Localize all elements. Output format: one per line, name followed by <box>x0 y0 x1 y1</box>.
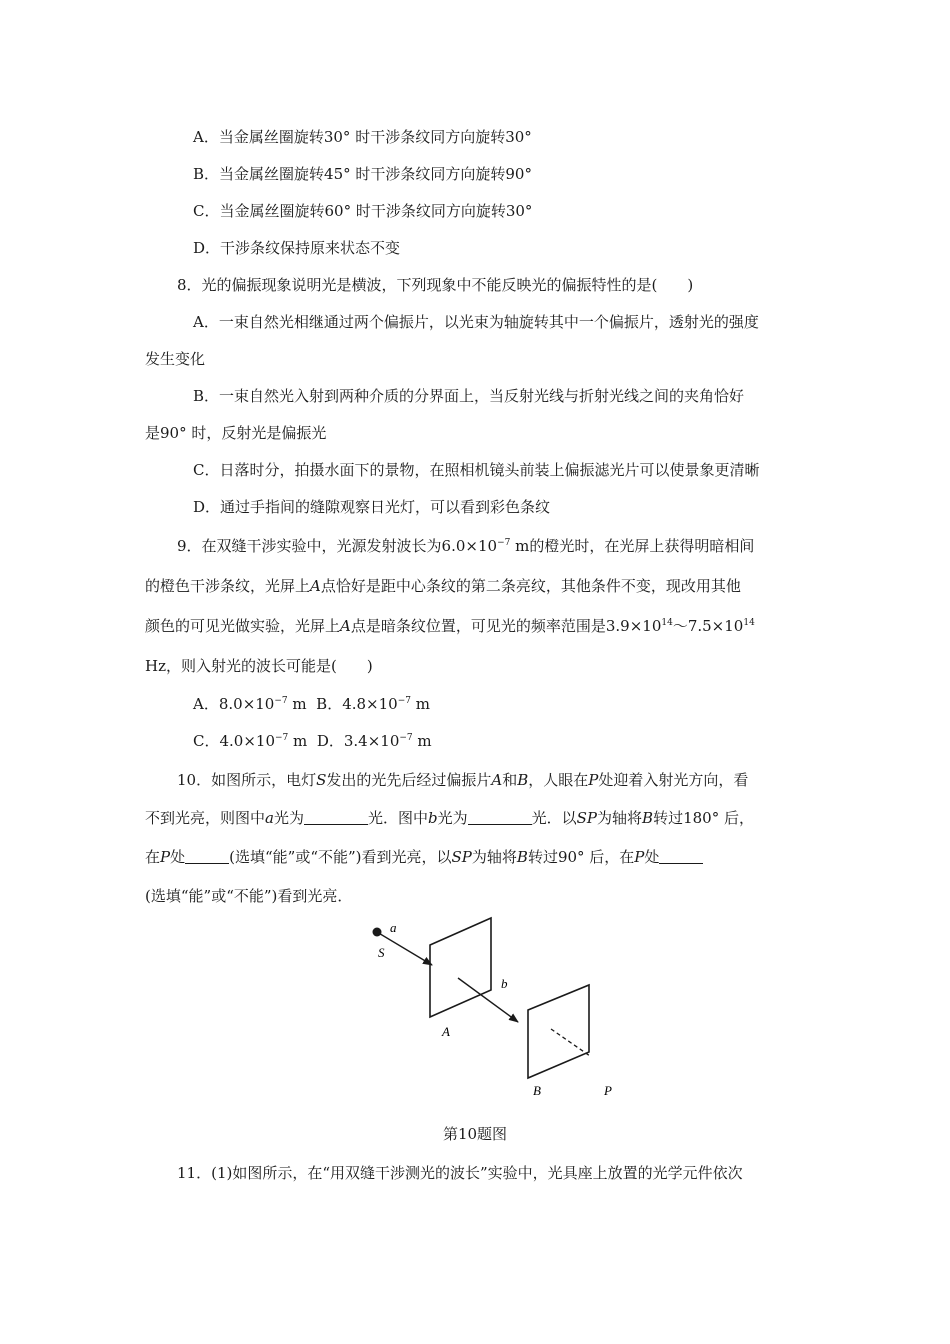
ray-a-arrow <box>377 932 432 965</box>
answer-blank-4[interactable] <box>659 849 703 864</box>
polarizer-b <box>528 985 589 1078</box>
q8-option-a-line2: 发生变化 <box>145 350 206 368</box>
label-polarizer-b: B <box>533 1083 541 1098</box>
label-a: a <box>390 920 397 935</box>
q8-option-b-line1: B．一束自然光入射到两种介质的分界面上，当反射光线与折射光线之间的夹角恰好 <box>193 387 745 405</box>
q9-line2: 的橙色干涉条纹，光屏上A点恰好是距中心条纹的第二条亮纹，其他条件不变，现改用其他 <box>145 577 741 595</box>
q10-line1: 10．如图所示，电灯S发出的光先后经过偏振片A和B，人眼在P处迎着入射光方向，看 <box>177 771 749 789</box>
q7-option-b: B．当金属丝圈旋转45° 时干涉条纹同方向旋转90° <box>193 165 532 183</box>
q8-option-a-line1: A．一束自然光相继通过两个偏振片，以光束为轴旋转其中一个偏振片，透射光的强度 <box>193 313 759 331</box>
dashed-axis <box>551 1029 590 1056</box>
q7-option-c: C．当金属丝圈旋转60° 时干涉条纹同方向旋转30° <box>193 202 533 220</box>
q9-line3: 颜色的可见光做实验，光屏上A点是暗条纹位置，可见光的频率范围是$3.9\times 10^{14}\sim 7.5\times 10^{14}$ <box>145 617 755 635</box>
q8-option-b-line2: 是90° 时，反射光是偏振光 <box>145 424 327 442</box>
answer-blank-2[interactable] <box>468 810 532 825</box>
q7-option-a: A．当金属丝圈旋转30° 时干涉条纹同方向旋转30° <box>193 128 532 146</box>
label-s: S <box>378 945 385 960</box>
q10-line2: 不到光亮，则图中a光为 光．图中b光为 光．以SP为轴将B转过180° 后， <box>145 809 754 827</box>
q11-line1: 11．(1)如图所示，在“用双缝干涉测光的波长”实验中，光具座上放置的光学元件依次 <box>177 1164 743 1182</box>
label-p: P <box>604 1083 612 1098</box>
q9-options-ab: A．$8.0\times 10^{-7}$ m B．$4.8\times 10^{-7}$ m <box>193 695 430 713</box>
polarizer-a <box>430 918 491 1017</box>
q9-options-cd: C．$4.0\times 10^{-7}$ m D．$3.4\times 10^{-7}$ m <box>193 732 432 750</box>
figure-caption: 第10题图 <box>442 1125 508 1143</box>
answer-blank-3[interactable] <box>185 849 229 864</box>
q10-line3: 在P处 (选填“能”或“不能”)看到光亮，以SP为轴将B转过90° 后，在P处 <box>145 847 703 867</box>
q8-option-c: C．日落时分，拍摄水面下的景物，在照相机镜头前装上偏振滤光片可以使景象更清晰 <box>193 461 760 479</box>
q7-option-d: D．干涉条纹保持原来状态不变 <box>193 239 401 257</box>
q8-option-d: D．通过手指间的缝隙观察日光灯，可以看到彩色条纹 <box>193 498 551 516</box>
q9-line4: Hz，则入射光的波长可能是( ) <box>145 657 373 675</box>
answer-blank-1[interactable] <box>304 810 368 825</box>
q9-line1: 9．在双缝干涉实验中，光源发射波长为$6.0\times 10^{-7}$ m的橙光时，在光屏上获得明暗相间 <box>177 537 755 555</box>
label-b: b <box>501 976 508 991</box>
q10-line4: (选填“能”或“不能”)看到光亮． <box>145 887 353 905</box>
q8-stem: 8．光的偏振现象说明光是横波，下列现象中不能反映光的偏振特性的是( ) <box>177 276 694 294</box>
label-polarizer-a: A <box>442 1024 450 1039</box>
polarizer-figure <box>360 910 640 1100</box>
